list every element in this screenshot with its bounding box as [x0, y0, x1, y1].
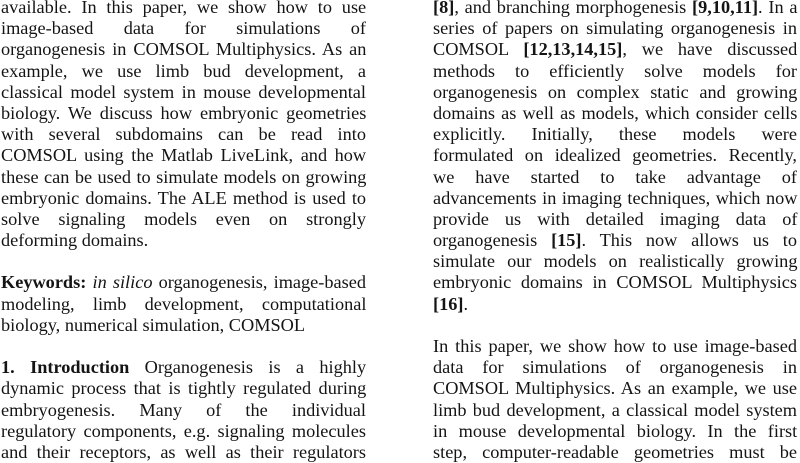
text-line: [1, 61, 366, 82]
text-line: [1, 167, 366, 188]
text-line: [1, 442, 366, 463]
text-run: biology, numerical simulation, COMSOL: [1, 314, 305, 335]
paragraph-gap: [1, 251, 366, 272]
text-run: COMSOL using the Matlab LiveLink, and how: [1, 145, 367, 166]
text-line: [433, 230, 797, 251]
text-line: [1, 421, 366, 442]
text-run: organogenesis in COMSOL Multiphysics. As an: [1, 39, 367, 60]
citation: [8]: [433, 0, 455, 17]
text-run: and their receptors, as well as their regulators: [1, 441, 366, 462]
text-run: embryogenesis. Many of the individual: [1, 399, 366, 420]
text-run: deforming domains.: [1, 230, 149, 251]
text-run: . In a: [758, 0, 798, 17]
text-run: classical model system in mouse developmental: [1, 81, 366, 102]
text-line: [433, 188, 797, 209]
text-run: limb bud development, a classical model system: [433, 399, 797, 420]
text-line: [1, 294, 366, 315]
text-line: [433, 82, 797, 103]
text-line: [433, 378, 797, 399]
bold-heading: Keywords:: [1, 272, 87, 293]
left-text-column: [1, 0, 366, 463]
text-line: [1, 82, 366, 103]
right-text-column: [433, 0, 797, 463]
text-line: [433, 124, 797, 145]
text-run: organogenesis, image-based: [152, 272, 367, 293]
text-run: embryonic domains in COMSOL Multiphysics: [433, 272, 797, 293]
paragraph-gap: [1, 336, 366, 357]
text-line: [433, 400, 797, 421]
text-run: in mouse developmental biology. In the first: [433, 420, 798, 441]
text-run: with several subdomains can be read into: [1, 124, 366, 145]
text-run: organogenesis: [433, 230, 552, 251]
text-line: [433, 251, 797, 272]
text-line: [433, 357, 797, 378]
text-line: [1, 39, 366, 60]
text-run: explicitly. Initially, these models were: [433, 124, 797, 145]
text-run: data for simulations of organogenesis in: [433, 357, 797, 378]
text-line: [1, 145, 366, 166]
text-run: .: [463, 293, 469, 314]
text-run: . This now allows us to: [581, 230, 797, 251]
text-line: [433, 336, 797, 357]
text-line: [433, 39, 797, 60]
text-line: [433, 272, 797, 293]
citation: [16]: [433, 293, 464, 314]
text-run: COMSOL: [433, 39, 524, 60]
text-run: series of papers on simulating organogenesis in: [433, 18, 797, 39]
text-line: [1, 400, 366, 421]
text-line: [1, 272, 366, 293]
text-run: advancements in imaging techniques, which now: [433, 187, 798, 208]
text-run: we have started to take advantage of: [433, 166, 797, 187]
text-line: [1, 357, 366, 378]
citation: [12,13,14,15]: [523, 39, 623, 60]
paragraph-gap: [433, 315, 797, 336]
text-line: [1, 188, 366, 209]
text-run: Organogenesis is a highly: [129, 357, 367, 378]
text-line: [433, 442, 797, 463]
citation: [15]: [551, 230, 582, 251]
text-run: these can be used to simulate models on growing: [1, 166, 367, 187]
text-run: methods to efficiently solve models for: [433, 60, 797, 81]
text-run: image-based data for simulations of: [1, 18, 366, 39]
text-line: [433, 61, 797, 82]
text-line: [1, 378, 366, 399]
text-line: [433, 294, 797, 315]
text-run: COMSOL Multiphysics. As an example, we use: [433, 378, 797, 399]
text-run: simulate our models on realistically growing: [433, 251, 798, 272]
text-run: dynamic process that is tightly regulated during: [1, 378, 367, 399]
text-line: [1, 230, 366, 251]
text-run: , and branching morphogenesis: [454, 0, 693, 17]
text-run: modeling, limb development, computational: [1, 293, 367, 314]
citation: [9,10,11]: [692, 0, 759, 17]
text-run: solve signaling models even on strongly: [1, 208, 366, 229]
text-run: In this paper, we show how to use image-based: [433, 336, 798, 356]
text-run: embryonic domains. The ALE method is used to: [1, 187, 367, 208]
text-run: step, computer-readable geometries must be: [433, 441, 797, 462]
bold-heading: 1. Introduction: [1, 357, 130, 378]
text-line: [433, 145, 797, 166]
text-line: [433, 209, 797, 230]
text-run: organogenesis on complex static and growing: [433, 81, 798, 102]
text-line: [433, 167, 797, 188]
text-line: [1, 315, 366, 336]
text-run: available. In this paper, we show how to use: [1, 0, 367, 17]
text-line: [433, 0, 797, 18]
text-line: [1, 103, 366, 124]
text-line: [1, 124, 366, 145]
text-run: regulatory components, e.g. signaling molecules: [1, 420, 366, 441]
text-line: [1, 209, 366, 230]
text-run: example, we use limb bud development, a: [1, 60, 366, 81]
text-run: , we have discussed: [622, 39, 798, 60]
text-run: provide us with detailed imaging data of: [433, 208, 798, 229]
text-run: domains as well as models, which consider cells: [433, 102, 798, 123]
text-line: [1, 18, 366, 39]
text-line: [1, 0, 366, 18]
italic-term: in silico: [92, 272, 153, 293]
text-line: [433, 421, 797, 442]
text-line: [433, 18, 797, 39]
text-run: biology. We discuss how embryonic geometries: [1, 102, 367, 123]
text-run: formulated on idealized geometries. Recently,: [433, 145, 797, 166]
text-line: [433, 103, 797, 124]
